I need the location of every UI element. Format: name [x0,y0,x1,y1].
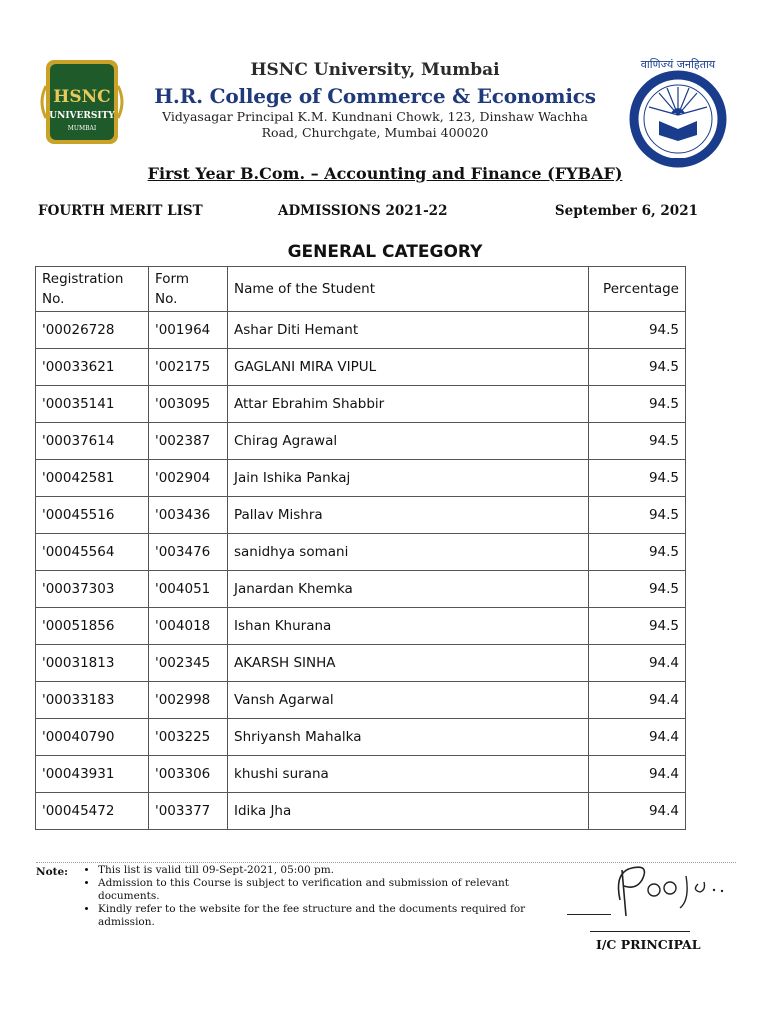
merit-table [35,266,686,830]
cell-form-no: '002998 [149,682,228,719]
cell-student-name: sanidhya somani [228,534,589,571]
table-row [36,571,686,608]
category-heading: GENERAL CATEGORY [287,242,483,262]
cell-registration-no: '00033183 [36,682,149,719]
cell-student-name: Vansh Agarwal [228,682,589,719]
table-header-row [36,267,686,312]
cell-registration-no: '00043931 [36,756,149,793]
cell-form-no: '002387 [149,423,228,460]
notes-list [84,864,558,929]
cell-registration-no: '00033621 [36,349,149,386]
logo-text-hsnc: HSNC [53,87,111,107]
cell-percentage: 94.5 [589,608,686,645]
cell-form-no: '003476 [149,534,228,571]
cell-student-name: GAGLANI MIRA VIPUL [228,349,589,386]
logo-text-mumbai: MUMBAI [67,125,97,132]
table-row [36,497,686,534]
table-row [36,460,686,497]
cell-percentage: 94.5 [589,312,686,349]
cell-registration-no: '00051856 [36,608,149,645]
table-row [36,756,686,793]
cell-student-name: Chirag Agrawal [228,423,589,460]
header-registration-no [36,267,149,312]
cell-registration-no: '00031813 [36,645,149,682]
cell-form-no: '002345 [149,645,228,682]
handwritten-signature [612,860,732,920]
cell-percentage: 94.5 [589,571,686,608]
cell-form-no: '002904 [149,460,228,497]
table-body [36,312,686,830]
signature-dash [567,914,611,915]
table-row [36,719,686,756]
cell-percentage: 94.5 [589,386,686,423]
header-form-line2: No. [155,291,178,307]
table-row [36,534,686,571]
hr-college-emblem [619,55,737,168]
cell-registration-no: '00037614 [36,423,149,460]
principal-title: I/C PRINCIPAL [596,937,701,952]
cell-form-no: '004018 [149,608,228,645]
cell-form-no: '004051 [149,571,228,608]
cell-percentage: 94.4 [589,756,686,793]
cell-registration-no: '00045472 [36,793,149,830]
cell-registration-no: '00042581 [36,460,149,497]
cell-registration-no: '00035141 [36,386,149,423]
cell-percentage: 94.5 [589,534,686,571]
cell-percentage: 94.5 [589,460,686,497]
cell-percentage: 94.5 [589,423,686,460]
cell-student-name: Shriyansh Mahalka [228,719,589,756]
cell-student-name: khushi surana [228,756,589,793]
cell-student-name: AKARSH SINHA [228,645,589,682]
merit-list-name: FOURTH MERIT LIST [38,203,203,219]
university-name: HSNC University, Mumbai [250,60,500,80]
cell-student-name: Pallav Mishra [228,497,589,534]
cell-percentage: 94.4 [589,682,686,719]
note-item: • Kindly refer to the website for the fee structure and the documents required for admission. [98,903,558,929]
logo-text-university: UNIVERSITY [49,111,115,121]
cell-registration-no: '00026728 [36,312,149,349]
cell-percentage: 94.5 [589,349,686,386]
list-date: September 6, 2021 [554,203,698,219]
table-row [36,608,686,645]
cell-form-no: '001964 [149,312,228,349]
table-row [36,312,686,349]
address-line-1: Vidyasagar Principal K.M. Kundnani Chowk, 123, Dinshaw Wachha [162,109,588,124]
table-row [36,793,686,830]
note-item: • This list is valid till 09-Sept-2021, 05:00 pm. [98,864,558,877]
cell-student-name: Janardan Khemka [228,571,589,608]
note-label: Note: [36,866,69,878]
cell-registration-no: '00045516 [36,497,149,534]
table-row [36,349,686,386]
cell-percentage: 94.5 [589,497,686,534]
cell-form-no: '003225 [149,719,228,756]
admissions-year: ADMISSIONS 2021-22 [278,203,448,219]
cell-percentage: 94.4 [589,793,686,830]
emblem-motto: वाणिज्यं जनहिताय [640,58,716,71]
cell-registration-no: '00040790 [36,719,149,756]
table-row [36,423,686,460]
header-reg-line2: No. [42,291,65,307]
cell-form-no: '003306 [149,756,228,793]
cell-student-name: Ashar Diti Hemant [228,312,589,349]
course-title: First Year B.Com. – Accounting and Finance (FYBAF) [147,164,623,183]
cell-percentage: 94.4 [589,645,686,682]
header-form-line1: Form [155,271,190,287]
cell-form-no: '003436 [149,497,228,534]
college-address [140,109,610,141]
college-name: H.R. College of Commerce & Economics [154,84,596,108]
cell-student-name: Ishan Khurana [228,608,589,645]
hsnc-university-logo [36,56,128,148]
note-item: • Admission to this Course is subject to verification and submission of relevant documents. [98,877,558,903]
signature-line [590,931,690,932]
cell-form-no: '003377 [149,793,228,830]
header-student-name: Name of the Student [228,267,589,312]
cell-percentage: 94.4 [589,719,686,756]
cell-registration-no: '00045564 [36,534,149,571]
table-row [36,645,686,682]
header-reg-line1: Registration [42,271,124,287]
address-line-2: Road, Churchgate, Mumbai 400020 [261,125,489,140]
table-row [36,386,686,423]
cell-student-name: Attar Ebrahim Shabbir [228,386,589,423]
cell-student-name: Jain Ishika Pankaj [228,460,589,497]
cell-form-no: '003095 [149,386,228,423]
header-percentage: Percentage [589,267,686,312]
header-form-no [149,267,228,312]
cell-registration-no: '00037303 [36,571,149,608]
cell-student-name: Idika Jha [228,793,589,830]
cell-form-no: '002175 [149,349,228,386]
table-row [36,682,686,719]
